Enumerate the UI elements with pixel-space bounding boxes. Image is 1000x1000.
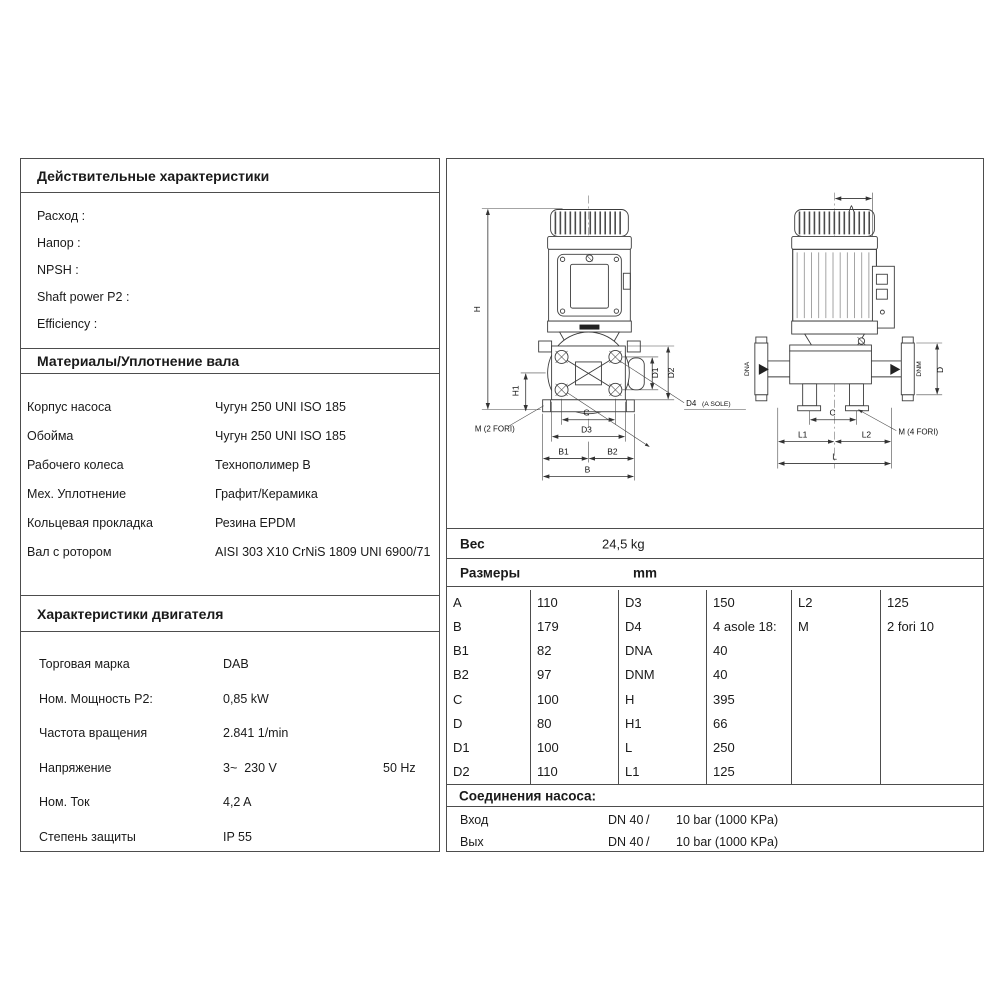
material-row: [21, 508, 439, 537]
connection-separator: /: [646, 813, 650, 827]
connection-row: [447, 831, 983, 853]
dim-key: [792, 760, 881, 784]
dim-value: 97: [531, 663, 619, 687]
dim-value: 2 fori 10: [887, 618, 934, 634]
material-value: AISI 303 X10 CrNiS 1809 UNI 6900/71: [215, 544, 431, 559]
dim-key: B: [447, 614, 531, 638]
dim-label-d3: D3: [581, 424, 592, 435]
weight-value: 24,5 kg: [602, 536, 645, 551]
dim-label-m2fori: M (2 FORI): [474, 424, 515, 434]
dim-value: 80: [531, 711, 619, 735]
dim-label-l: L: [832, 451, 837, 462]
dim-value: [881, 639, 985, 663]
dim-key: DNA: [619, 639, 707, 663]
material-label: Мех. Уплотнение: [27, 486, 127, 501]
field-row: [21, 202, 439, 229]
motor-label: Ном. Мощность P2:: [39, 691, 153, 706]
dim-value: [881, 736, 985, 760]
motor-label: Ном. Ток: [39, 795, 90, 810]
dim-key: [792, 711, 881, 735]
field-label: NPSH :: [37, 262, 79, 277]
dim-label-c-front: C: [583, 407, 590, 418]
connections-title: Соединения насоса:: [459, 788, 597, 803]
dim-value: 110: [531, 760, 619, 784]
dim-key: A: [447, 590, 531, 614]
section-header-motor: [21, 595, 439, 632]
connection-label: Вых: [460, 835, 484, 849]
motor-label: Частота вращения: [39, 726, 148, 741]
dim-key: [792, 687, 881, 711]
motor-row: [21, 785, 439, 820]
motor-label: Торговая марка: [39, 657, 130, 672]
weight-row: [447, 528, 983, 558]
left-panel: [20, 158, 440, 852]
dim-key: [792, 639, 881, 663]
dim-value: 179: [531, 614, 619, 638]
dim-key: B1: [447, 639, 531, 663]
dim-value: [881, 711, 985, 735]
motor-value: IP 55: [223, 829, 252, 844]
field-row: [21, 310, 439, 337]
dim-key: D2: [447, 760, 531, 784]
dimensions-unit: mm: [633, 565, 658, 580]
pump-side-view: [744, 193, 945, 469]
dim-value: 110: [531, 590, 619, 614]
dim-key: [792, 736, 881, 760]
dim-key: B2: [447, 663, 531, 687]
dim-key: H: [619, 687, 707, 711]
dim-label-d4-suffix: (A SOLE): [702, 400, 731, 408]
field-row: [21, 256, 439, 283]
connection-separator: /: [646, 835, 650, 849]
section-header-performance: [21, 159, 439, 193]
dim-value: 125: [887, 594, 909, 610]
pump-front-view: [472, 196, 746, 481]
dim-label-h1: H1: [510, 385, 521, 397]
dim-value: 40: [707, 639, 792, 663]
dim-key: D3: [619, 590, 707, 614]
dim-key: D4: [619, 614, 707, 638]
dim-key: [792, 663, 881, 687]
motor-rows: [21, 632, 439, 852]
dim-label-d1: D1: [650, 367, 661, 379]
drawing-area: [447, 159, 983, 528]
performance-title: Действительные характеристики: [37, 167, 270, 184]
material-label: Корпус насоса: [27, 399, 112, 414]
field-label: Efficiency :: [37, 316, 98, 331]
material-label: Обойма: [27, 428, 74, 443]
dim-value: [881, 663, 985, 687]
dim-value: 250: [707, 736, 792, 760]
material-row: [21, 479, 439, 508]
performance-fields: [21, 193, 439, 348]
pump-technical-drawing: [447, 159, 983, 528]
dim-label-d: D: [935, 366, 946, 373]
material-row: [21, 421, 439, 450]
dim-label-l2: L2: [861, 429, 872, 440]
material-row: [21, 392, 439, 421]
dim-label-b: B: [584, 464, 591, 475]
dim-label-c-side: C: [829, 407, 836, 418]
dim-value: 100: [531, 687, 619, 711]
dim-value: 395: [707, 687, 792, 711]
field-row: [21, 229, 439, 256]
connection-label: Вход: [460, 813, 489, 827]
dimensions-label: Размеры: [460, 565, 521, 580]
dim-label-dnm: DNM: [916, 361, 924, 377]
dim-label-a: A: [848, 203, 855, 214]
material-value: Резина EPDM: [215, 515, 296, 530]
material-value: Чугун 250 UNI ISO 185: [215, 399, 346, 414]
dim-key: H1: [619, 711, 707, 735]
material-value: Чугун 250 UNI ISO 185: [215, 428, 346, 443]
dim-value: [881, 760, 985, 784]
dim-key: L: [619, 736, 707, 760]
connection-size: DN 40: [608, 813, 644, 827]
field-row: [21, 283, 439, 310]
dim-key: M: [792, 614, 881, 638]
dimensions-table: [447, 586, 983, 784]
dim-label-d2: D2: [666, 367, 677, 379]
dim-value: 4 asole 18:: [707, 614, 792, 638]
connection-size: DN 40: [608, 835, 644, 849]
weight-label: Вес: [460, 536, 485, 551]
connections-rows: [447, 807, 983, 852]
motor-row: [21, 682, 439, 717]
dim-label-b2: B2: [607, 446, 618, 457]
motor-row: [21, 647, 439, 682]
dim-value: 100: [531, 736, 619, 760]
dim-value: 150: [707, 590, 792, 614]
dim-label-l1: L1: [797, 429, 808, 440]
motor-frequency: 50 Hz: [383, 760, 416, 775]
dim-value: [881, 687, 985, 711]
material-row: [21, 537, 439, 566]
material-value: Графит/Керамика: [215, 486, 318, 501]
motor-value: 0,85 kW: [223, 691, 269, 706]
dim-key: L1: [619, 760, 707, 784]
dim-label-h: H: [471, 306, 482, 313]
dim-value: 66: [707, 711, 792, 735]
materials-title: Материалы/Уплотнение вала: [37, 353, 240, 369]
dim-value: 125: [707, 760, 792, 784]
motor-row: [21, 716, 439, 751]
motor-row: [21, 751, 439, 786]
dim-key: DNM: [619, 663, 707, 687]
dim-label-b1: B1: [558, 446, 569, 457]
field-label: Напор :: [37, 235, 81, 250]
dim-label-d4: D4: [686, 398, 697, 408]
material-value: Технополимер B: [215, 457, 311, 472]
material-row: [21, 450, 439, 479]
motor-label: Напряжение: [39, 760, 112, 775]
motor-row: [21, 820, 439, 855]
material-label: Вал с ротором: [27, 544, 112, 559]
field-label: Расход :: [37, 208, 86, 223]
dim-label-dna: DNA: [743, 361, 751, 377]
motor-value: 4,2 A: [223, 795, 252, 810]
connection-pressure: 10 bar (1000 KPa): [676, 813, 779, 827]
connection-row: [447, 809, 983, 831]
material-label: Кольцевая прокладка: [27, 515, 153, 530]
field-label: Shaft power P2 :: [37, 289, 130, 304]
motor-value: 3~ 230 V: [223, 760, 277, 775]
dim-key: L2: [792, 590, 881, 614]
materials-rows: [21, 374, 439, 595]
motor-value: 2.841 1/min: [223, 726, 289, 741]
dim-key: D1: [447, 736, 531, 760]
motor-value: DAB: [223, 657, 249, 672]
dim-value: 82: [531, 639, 619, 663]
motor-label: Степень защиты: [39, 829, 136, 844]
material-label: Рабочего колеса: [27, 457, 124, 472]
motor-title: Характеристики двигателя: [37, 605, 224, 622]
dim-key: D: [447, 711, 531, 735]
dimensions-header-row: [447, 558, 983, 586]
dim-key: C: [447, 687, 531, 711]
connections-header: [447, 784, 983, 807]
dim-label-m4fori: M (4 FORI): [898, 427, 939, 437]
right-panel: [446, 158, 984, 852]
connection-pressure: 10 bar (1000 KPa): [676, 835, 779, 849]
dim-value: 40: [707, 663, 792, 687]
section-header-materials: [21, 348, 439, 374]
